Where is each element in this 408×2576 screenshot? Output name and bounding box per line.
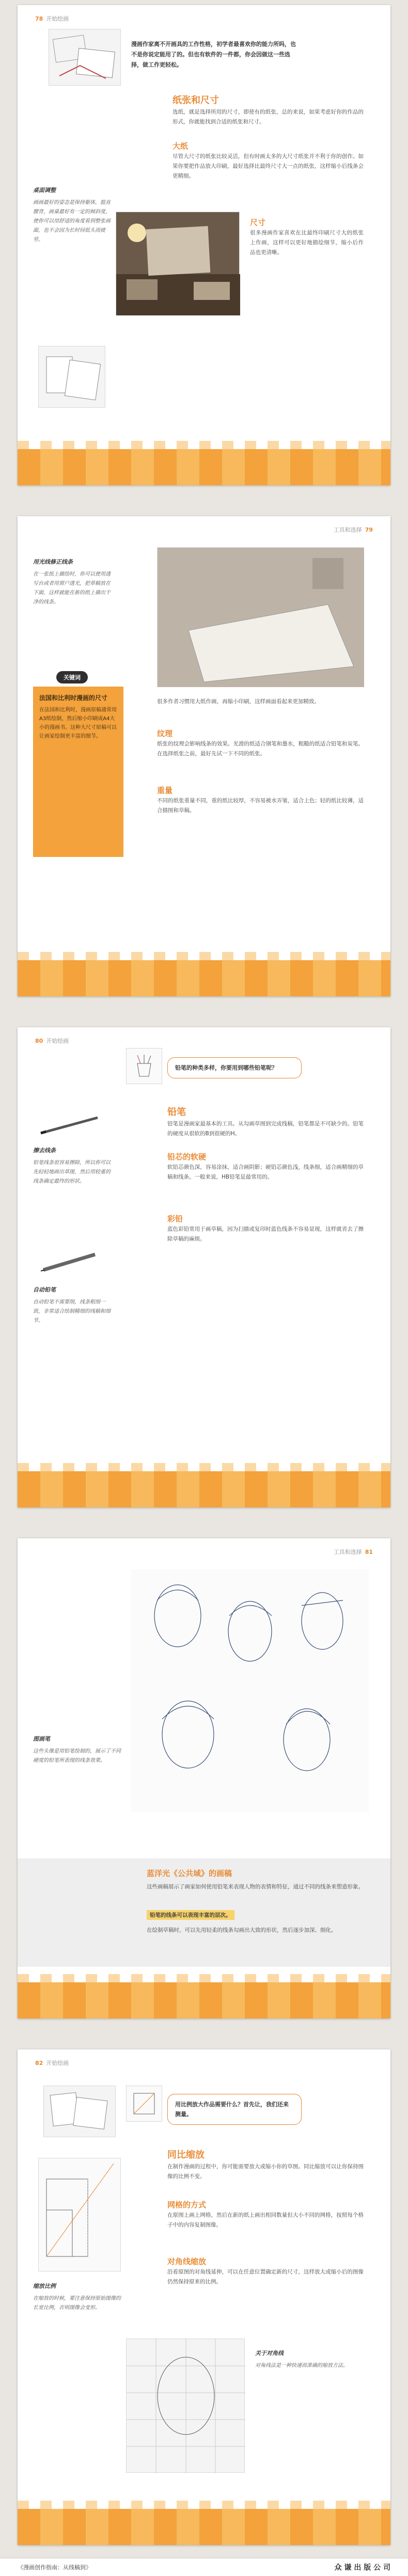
body-paragraph: 沿着原图的对角线延伸，可以在任意位置确定新的尺寸，这样放大或缩小后的图像仍然保持原来的比例。 — [167, 2269, 364, 2285]
sidebar-text: 铅笔线条很容易擦除，所以你可以先轻轻地画出草图，然后用较重的线条确定最终的形状。 — [33, 1160, 111, 1184]
sidebar-note — [33, 1735, 121, 1766]
sketch-illustration — [43, 2086, 116, 2137]
page-3 — [18, 1027, 390, 1507]
keyword-text: 在法国和比利时，漫画原稿通常用A3纸绘制，然后缩小印刷成A4大小的漫画书。这种大尺寸原稿可以让画家绘制更丰富的细节。 — [39, 707, 117, 739]
page-header — [35, 1037, 69, 1045]
page-1 — [18, 5, 390, 485]
section-name: 开始绘画 — [46, 1038, 69, 1044]
body-paragraph: 很多作者习惯用大纸作画，再缩小印刷，这样画面看起来更加精致。 — [157, 698, 320, 705]
section-name: 开始绘画 — [46, 2060, 69, 2066]
sidebar-note — [255, 2349, 364, 2371]
keyword-title: 法国和比利时漫画的尺寸 — [39, 694, 108, 702]
body-paragraph: 铅笔是漫画家最基本的工具。从勾画草图到完成线稿，铅笔都是不可缺少的。铅笔的硬度从很软的B到很硬的H。 — [167, 1121, 364, 1137]
caption-band — [18, 1858, 390, 1967]
body-paragraph: 蓝色彩铅常用于画草稿，因为扫描或复印时蓝色线条不容易显现，这样就省去了擦除草稿的麻烦。 — [167, 1226, 364, 1242]
subsection-title: 彩铅 — [167, 1214, 183, 1223]
sidebar-text: 自动铅笔不需要削，线条粗细一致，非常适合绘制精细的线稿和细节。 — [33, 1299, 111, 1324]
subsection-title: 大纸 — [172, 141, 189, 151]
page-header — [334, 526, 373, 534]
pencil-icon — [38, 1115, 100, 1138]
sidebar-note — [33, 1146, 111, 1186]
mechanical-pencil-icon — [38, 1249, 100, 1277]
subsection-title: 铅芯的软硬 — [167, 1152, 207, 1162]
publisher-name: 众 谦 出 版 公 司 — [334, 2564, 390, 2572]
sidebar-label: 缩放比例 — [33, 2283, 56, 2289]
page-number: 79 — [365, 526, 373, 533]
section-title: 铅笔 — [167, 1107, 186, 1118]
footer-band — [18, 1982, 390, 2018]
page-header — [35, 14, 69, 23]
portrait-sketches — [131, 1569, 369, 1812]
keyword-box — [33, 687, 123, 857]
section-title: 同比缩放 — [167, 2150, 205, 2160]
pencil-cup-icon — [126, 1048, 162, 1084]
page-header — [35, 2059, 69, 2067]
sidebar-label: 自动铅笔 — [33, 1286, 56, 1293]
sidebar-note — [33, 2282, 121, 2313]
page-number: 81 — [365, 1548, 373, 1555]
intro-callout: 铅笔的种类多样，你要用到哪些铅笔呢？ — [167, 1057, 302, 1078]
sidebar-label: 桌面调整 — [33, 187, 56, 194]
band-text: 这些画稿展示了画家如何使用铅笔来表现人物的表情和特征，通过不同的线条来塑造形象。 — [147, 1884, 364, 1890]
sidebar-label: 用光线修正线条 — [33, 559, 73, 565]
sidebar-label: 擦去线条 — [33, 1147, 56, 1154]
footer-band — [18, 449, 390, 485]
sidebar-text: 对角线法是一种快速而准确的缩放方法。 — [255, 2363, 348, 2368]
page-4 — [18, 1538, 390, 2018]
sidebar-text: 在一张纸上描绘时，你可以使用透写台或者用窗户透光，把草稿放在下面，这样就能在新的纸上描出干净的线条。 — [33, 571, 111, 605]
body-paragraph: 不同的纸张重量不同，重的纸比较厚，不容易被水弄皱，适合上色；轻的纸比较薄，适合描图和草稿。 — [157, 798, 364, 814]
body-paragraph: 在原图上画上网格，然后在新的纸上画出相同数量但大小不同的网格，按照每个格子中的内容复制图像。 — [167, 2212, 364, 2228]
body-paragraph: 软铅芯颜色深，容易涂抹，适合画阴影；硬铅芯颜色浅，线条细，适合画精细的草稿和线条。一般来说，HB铅笔是最常用的。 — [167, 1164, 364, 1180]
scale-icon — [126, 2086, 162, 2122]
page-5 — [18, 2049, 390, 2545]
paper-sketch — [38, 346, 105, 408]
band-highlight: 铅笔的线条可以表现丰富的层次。 — [147, 1910, 234, 1920]
section-name: 开始绘画 — [46, 15, 69, 22]
sidebar-text: 画画最好的姿态是保持躯体，挺直腰背，画桌最好有一定的倾斜度，使你可以用舒适的角度看到整张画面，也不会因为长时间低头而疲劳。 — [33, 200, 111, 243]
portrait-grid-sketch — [126, 2339, 245, 2473]
intro-text: 漫画作家离不开画具的工作性格，初学者最喜欢你的能力所吗，也不是你说定能用了的。但也有软件的一件都，你会因做这一些选择，做工作更轻松。 — [131, 41, 296, 68]
sidebar-note — [33, 1285, 111, 1326]
page-number: 82 — [35, 2059, 43, 2066]
footer-band — [18, 2509, 390, 2545]
sidebar-note — [33, 558, 111, 607]
page-2 — [18, 516, 390, 996]
sketch-illustration — [49, 29, 121, 86]
subsection-title: 尺寸 — [250, 218, 266, 227]
keyword-tag: 关键词 — [56, 671, 88, 683]
desk-photo — [157, 547, 364, 687]
section-name: 工具和选择 — [333, 527, 362, 533]
page-number: 78 — [35, 15, 43, 22]
band-title: 蓝洋光《公共域》的画稿 — [147, 1869, 232, 1878]
subsection-title: 纹理 — [157, 729, 173, 738]
sidebar-note — [33, 186, 111, 245]
section-title: 纸张和尺寸 — [172, 95, 219, 106]
body-paragraph: 很多漫画作家喜欢在比最终印刷尺寸大的纸张上作画，这样可以更好地描绘细节，缩小后作品也更清晰。 — [250, 230, 364, 256]
footer-band — [18, 1471, 390, 1507]
sidebar-text: 这些头像是用铅笔绘制的，展示了不同硬度的铅笔所表现的线条效果。 — [33, 1748, 121, 1763]
footer-band — [18, 960, 390, 996]
book-title: 《漫画创作指南：从线稿到》 — [18, 2564, 91, 2571]
intro-callout: 用比例放大作品需要什么？首先让，我们还来测量。 — [167, 2094, 302, 2125]
sidebar-label: 关于对角线 — [255, 2350, 284, 2357]
subsection-title: 对角线缩放 — [167, 2257, 207, 2266]
workspace-photo — [116, 212, 240, 315]
body-paragraph: 选纸，就是选择所用的尺寸，即使有的纸张，总的来说，如果考虑好你的作品的形式，你就能找到合适的纸张和尺寸。 — [172, 109, 364, 125]
body-paragraph: 在制作漫画的过程中，你可能需要放大或缩小你的草图。同比缩放可以让你保持图像的比例不变。 — [167, 2164, 364, 2180]
subsection-title: 重量 — [157, 786, 173, 795]
body-paragraph: 尽管大尺寸的纸张比较灵活，但有时画太多的大尺寸纸张并不利于你的创作。如果你要把作品放大印刷，最好选择比最终尺寸大一点的纸张，这样缩小后线条会更精细。 — [172, 153, 364, 179]
sidebar-text: 在缩放的时候，要注意保持原始图像的长宽比例，否则图像会变形。 — [33, 2296, 121, 2311]
band-text: 在绘制草稿时，可以先用轻柔的线条勾画出大致的形状，然后逐步加深、细化。 — [147, 1927, 337, 1933]
section-name: 工具和选择 — [333, 1549, 362, 1555]
page-header — [334, 1548, 373, 1556]
publisher-footer — [0, 2558, 408, 2576]
subsection-title: 网格的方式 — [167, 2200, 207, 2209]
body-paragraph: 纸张的纹理会影响线条的效果。光滑的纸适合钢笔和墨水，粗糙的纸适合铅笔和炭笔。在选择纸张之前，最好先试一下不同的纸张。 — [157, 741, 364, 757]
diagonal-diagram — [38, 2158, 121, 2271]
page-number: 80 — [35, 1037, 43, 1044]
sidebar-label: 图画笔 — [33, 1736, 50, 1742]
